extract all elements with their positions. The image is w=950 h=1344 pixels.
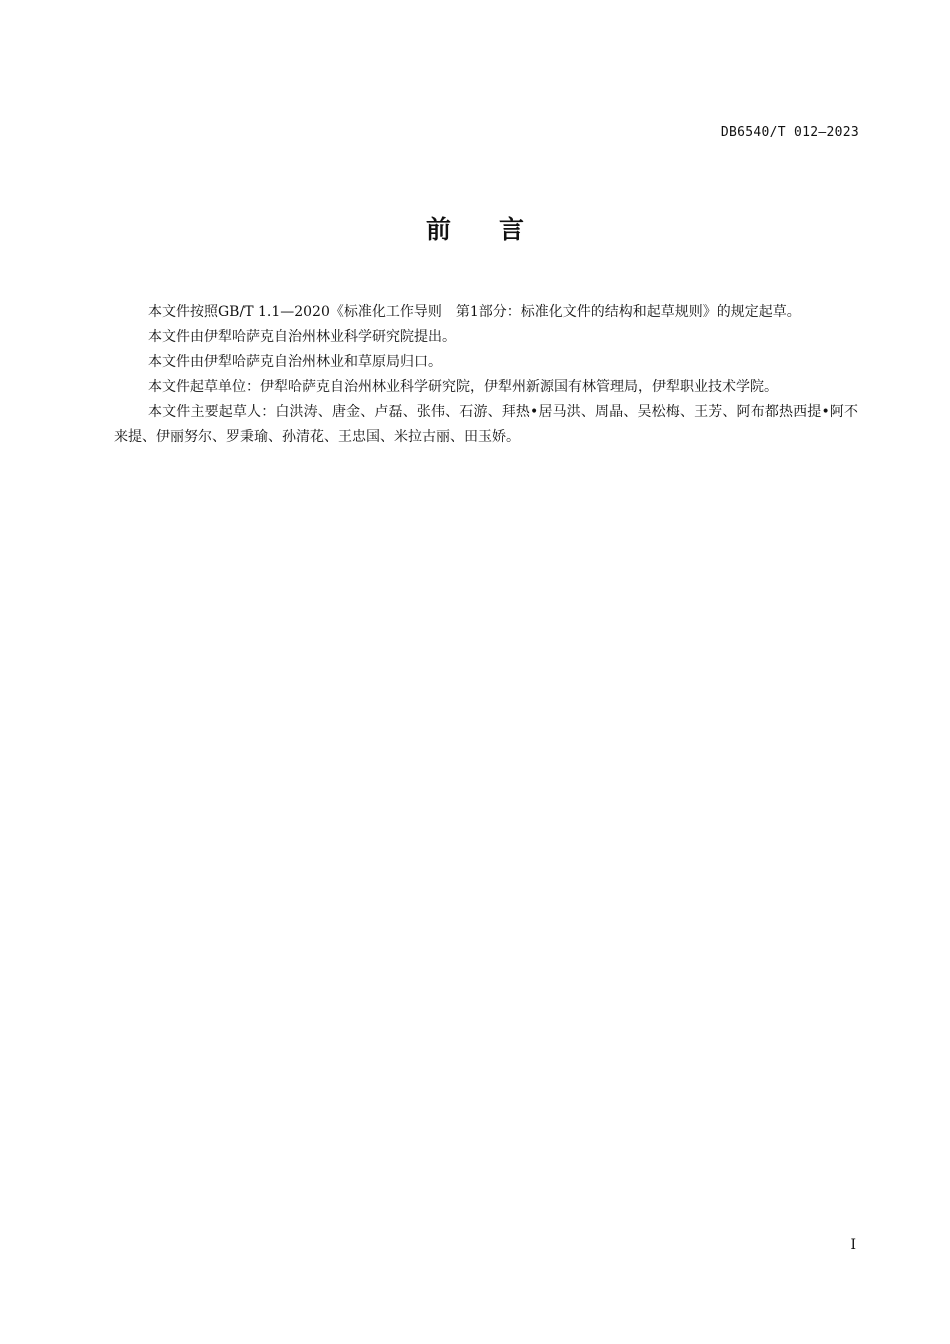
page-number: I bbox=[850, 1237, 856, 1253]
paragraph-drafting-basis: 本文件按照GB/T 1.1—2020《标准化工作导则 第1部分：标准化文件的结构和起草规则》的规定起草。 bbox=[148, 304, 801, 320]
paragraph-proposer: 本文件由伊犁哈萨克自治州林业科学研究院提出。 bbox=[148, 329, 456, 345]
paragraph-administrator: 本文件由伊犁哈萨克自治州林业和草原局归口。 bbox=[148, 354, 442, 370]
paragraph-drafting-units: 本文件起草单位：伊犁哈萨克自治州林业科学研究院，伊犁州新源国有林管理局，伊犁职业技术学院。 bbox=[148, 379, 778, 395]
page-title: 前言 bbox=[425, 215, 572, 244]
preface-body bbox=[114, 300, 858, 450]
paragraph-drafters: 本文件主要起草人：白洪涛、唐金、卢磊、张伟、石游、拜热•居马洪、周晶、吴松梅、王芳、阿布都热西提•阿不来提、伊丽努尔、罗秉瑜、孙清花、王忠国、米拉古丽、田玉娇。 bbox=[114, 404, 858, 445]
standard-code: DB6540/T 012—2023 bbox=[720, 125, 859, 140]
